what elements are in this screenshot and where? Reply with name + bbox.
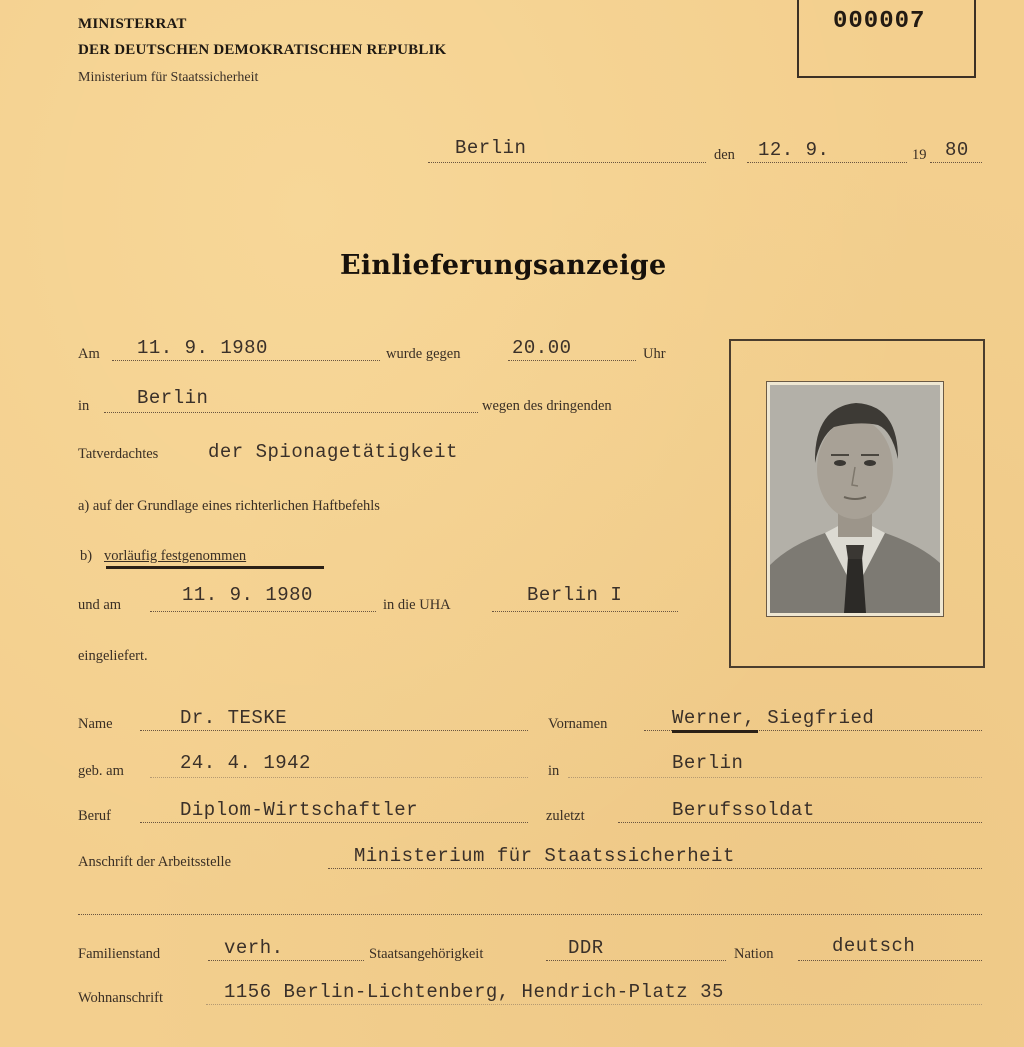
vornamen-value: Werner, Siegfried — [672, 707, 875, 729]
familienstand-value: verh. — [224, 937, 284, 959]
birthplace-dots — [568, 777, 982, 778]
portrait-photo — [767, 382, 943, 616]
birth-place: Berlin — [672, 752, 744, 774]
und-am-label: und am — [78, 597, 122, 613]
staatsang-label: Staatsangehörigkeit — [369, 946, 484, 962]
tatverdacht-label: Tatverdachtes — [78, 446, 159, 462]
wurde-gegen-label: wurde gegen — [386, 346, 461, 362]
uha-value: Berlin I — [527, 584, 623, 606]
birthplace-label: in — [548, 763, 560, 779]
nation-dots — [798, 960, 982, 961]
arbeitsstelle-label: Anschrift der Arbeitsstelle — [78, 854, 232, 870]
header-mfs: Ministerium für Staatssicherheit — [78, 70, 259, 85]
page-title: Einlieferungsanzeige — [340, 250, 667, 281]
year-value: 80 — [945, 139, 969, 161]
familienstand-dots — [208, 960, 364, 961]
name-dots — [140, 730, 528, 731]
beruf-dots — [140, 822, 528, 823]
uha-dots — [492, 611, 678, 612]
am-label: Am — [78, 346, 100, 362]
place-dots — [428, 162, 706, 163]
vornamen-underline — [672, 730, 758, 733]
arbeitsstelle-value: Ministerium für Staatssicherheit — [354, 845, 735, 867]
date-value: 12. 9. — [758, 139, 830, 161]
charge-value: der Spionagetätigkeit — [208, 441, 458, 463]
arrest-date: 11. 9. 1980 — [137, 337, 268, 359]
arrest-place: Berlin — [137, 387, 209, 409]
birth-date: 24. 4. 1942 — [180, 752, 311, 774]
beruf-label: Beruf — [78, 808, 112, 824]
zuletzt-dots — [618, 822, 982, 823]
document-number: 000007 — [833, 8, 926, 35]
zuletzt-label: zuletzt — [546, 808, 585, 824]
wohnanschrift-value: 1156 Berlin-Lichtenberg, Hendrich-Platz 35 — [224, 981, 724, 1003]
place-value: Berlin — [455, 137, 527, 159]
den-label: den — [714, 147, 735, 163]
zuletzt-value: Berufssoldat — [672, 799, 815, 821]
staatsang-dots — [546, 960, 726, 961]
arrest-time: 20.00 — [512, 337, 572, 359]
portrait-icon — [770, 385, 940, 613]
in-dots — [104, 412, 478, 413]
wegen-label: wegen des dringenden — [482, 398, 612, 414]
uhr-label: Uhr — [643, 346, 666, 362]
header-ministerrat: MINISTERRAT — [78, 16, 187, 32]
name-value: Dr. TESKE — [180, 707, 288, 729]
year-dots — [930, 162, 982, 163]
delivery-date: 11. 9. 1980 — [182, 584, 313, 606]
staatsang-value: DDR — [568, 937, 604, 959]
date-dots — [747, 162, 907, 163]
option-a: a) auf der Grundlage eines richterlichen Haftbefehls — [78, 498, 380, 514]
eingeliefert-label: eingeliefert. — [78, 648, 148, 664]
year-prefix: 19 — [912, 147, 927, 163]
wohnanschrift-label: Wohnanschrift — [78, 990, 164, 1006]
wohnanschrift-dots — [206, 1004, 982, 1005]
name-label: Name — [78, 716, 113, 732]
vornamen-label: Vornamen — [548, 716, 608, 732]
option-b-prefix: b) — [80, 548, 93, 564]
am-dots — [112, 360, 380, 361]
arbeitsstelle-dots — [328, 868, 982, 869]
time-dots — [508, 360, 636, 361]
und-am-dots — [150, 611, 376, 612]
beruf-value: Diplom-Wirtschaftler — [180, 799, 419, 821]
geb-dots — [150, 777, 528, 778]
option-b-underline — [106, 566, 324, 569]
arbeitsstelle-dots-2 — [78, 914, 982, 915]
header-ddr: DER DEUTSCHEN DEMOKRATISCHEN REPUBLIK — [78, 42, 447, 58]
geb-label: geb. am — [78, 763, 124, 779]
nation-label: Nation — [734, 946, 774, 962]
familienstand-label: Familienstand — [78, 946, 161, 962]
option-b: vorläufig festgenommen — [104, 548, 247, 564]
nation-value: deutsch — [832, 935, 916, 957]
uha-label: in die UHA — [383, 597, 451, 613]
in-label: in — [78, 398, 90, 414]
document-number-box — [797, 0, 976, 78]
